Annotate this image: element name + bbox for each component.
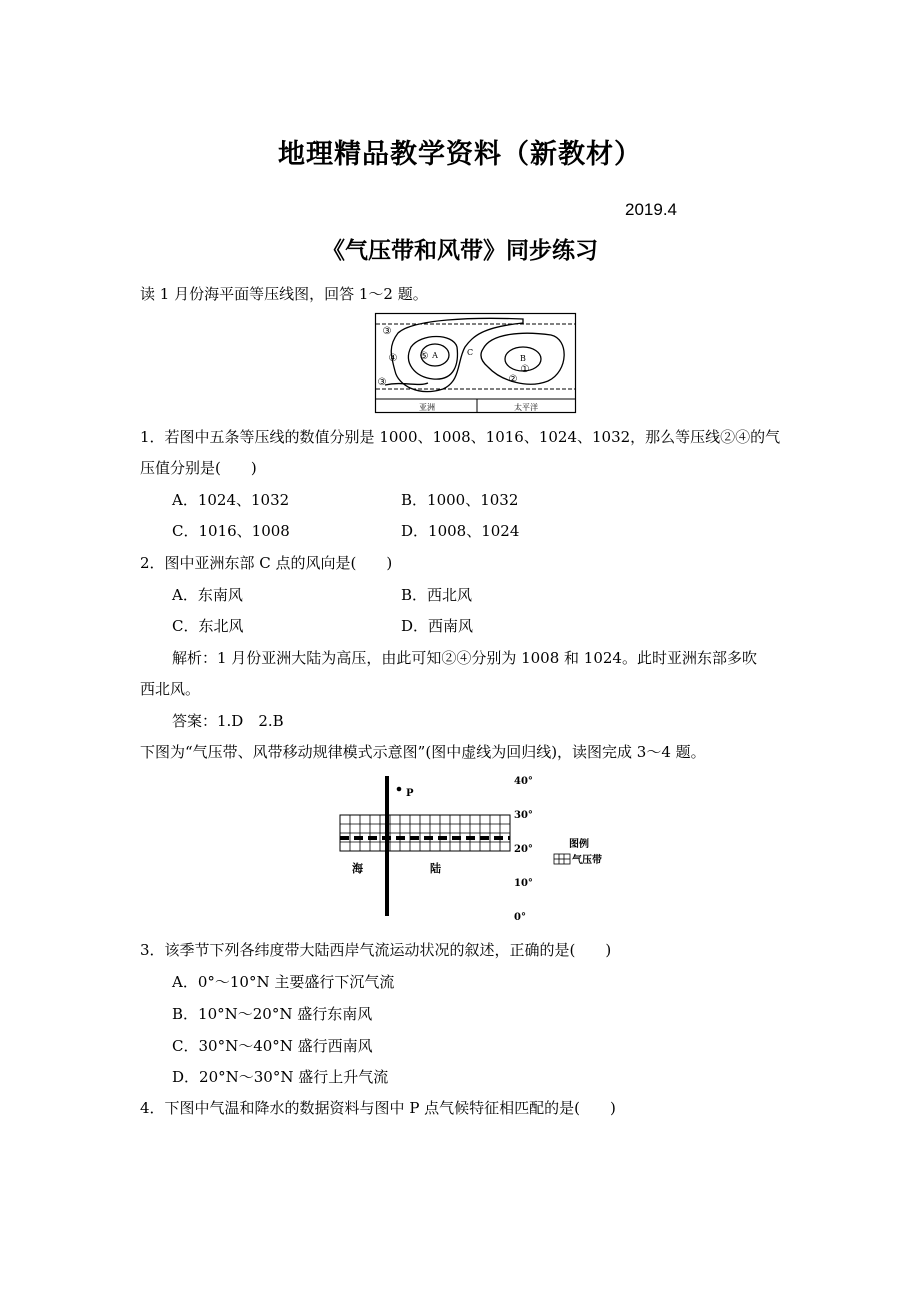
pressure-belt-grid: [340, 815, 510, 851]
exercise-title: 《气压带和风带》同步练习: [322, 237, 598, 264]
isobar-label-3-top: ③: [382, 326, 392, 337]
question-3-stem: 3．该季节下列各纬度带大陆西岸气流运动状况的叙述，正确的是( ): [140, 941, 612, 959]
region-label-pacific: 太平洋: [514, 403, 538, 412]
answer-line: 答案：1.D 2.B: [172, 712, 284, 730]
question-3-option-d: D．20°N～30°N 盛行上升气流: [172, 1068, 389, 1086]
question-3-option-b: B．10°N～20°N 盛行东南风: [172, 1005, 373, 1023]
latitude-40: 40°: [514, 776, 533, 787]
point-p-label: P: [406, 788, 414, 799]
latitude-30: 30°: [514, 810, 533, 821]
isobar-label-1: ①: [520, 364, 530, 375]
intro-question-1-2: 读 1 月份海平面等压线图，回答 1～2 题。: [140, 285, 428, 303]
question-2-option-a: A．东南风: [172, 586, 243, 604]
isobar-map-figure: [373, 311, 579, 415]
label-b: B: [520, 354, 526, 363]
analysis-line2: 西北风。: [140, 680, 201, 698]
question-1-option-d: D．1008、1024: [401, 522, 520, 540]
question-1-option-c: C．1016、1008: [172, 522, 290, 540]
question-2-option-c: C．东北风: [172, 617, 244, 635]
pressure-belt-figure: [336, 772, 618, 924]
sea-label: 海: [352, 862, 363, 875]
latitude-0: 0°: [514, 912, 526, 923]
document-date: 2019.4: [625, 200, 677, 219]
question-2-option-b: B．西北风: [401, 586, 473, 604]
question-3-option-c: C．30°N～40°N 盛行西南风: [172, 1037, 373, 1055]
legend-label: 气压带: [572, 855, 602, 866]
latitude-10: 10°: [514, 878, 533, 889]
question-1-option-a: A．1024、1032: [172, 491, 290, 509]
document-header-title: 地理精品教学资料（新教材）: [278, 139, 642, 170]
analysis-line1: 解析：1 月份亚洲大陆为高压，由此可知②④分别为 1008 和 1024。此时亚洲东部多吹: [172, 649, 757, 667]
question-3-option-a: A．0°～10°N 主要盛行下沉气流: [172, 973, 395, 991]
region-label-asia: 亚洲: [419, 403, 435, 412]
isobar-label-3-bottom: ③: [377, 377, 387, 388]
isobar-label-5: ⑤: [419, 351, 429, 362]
land-label: 陆: [430, 862, 441, 875]
label-a: A: [432, 351, 438, 360]
point-p-marker: [397, 787, 402, 792]
isobar-3-lower: [385, 383, 428, 385]
isobar-label-2: ②: [508, 374, 518, 385]
latitude-20: 20°: [514, 844, 533, 855]
question-1-stem-line1: 1．若图中五条等压线的数值分别是 1000、1008、1016、1024、1032，那么等压线②④的气: [140, 428, 781, 446]
legend-title: 图例: [569, 839, 589, 850]
question-2-stem: 2．图中亚洲东部 C 点的风向是( ): [140, 554, 393, 572]
question-1-option-b: B．1000、1032: [401, 491, 519, 509]
isobar-label-4: ④: [388, 353, 398, 364]
label-c: C: [466, 348, 474, 357]
question-2-option-d: D．西南风: [401, 617, 474, 635]
intro-question-3-4: 下图为“气压带、风带移动规律模式示意图”(图中虚线为回归线)，读图完成 3～4 题。: [140, 743, 706, 761]
question-4-stem: 4．下图中气温和降水的数据资料与图中 P 点气候特征相匹配的是( ): [140, 1099, 616, 1117]
legend-swatch: [554, 854, 570, 864]
question-1-stem-line2: 压值分别是( ): [140, 459, 257, 477]
